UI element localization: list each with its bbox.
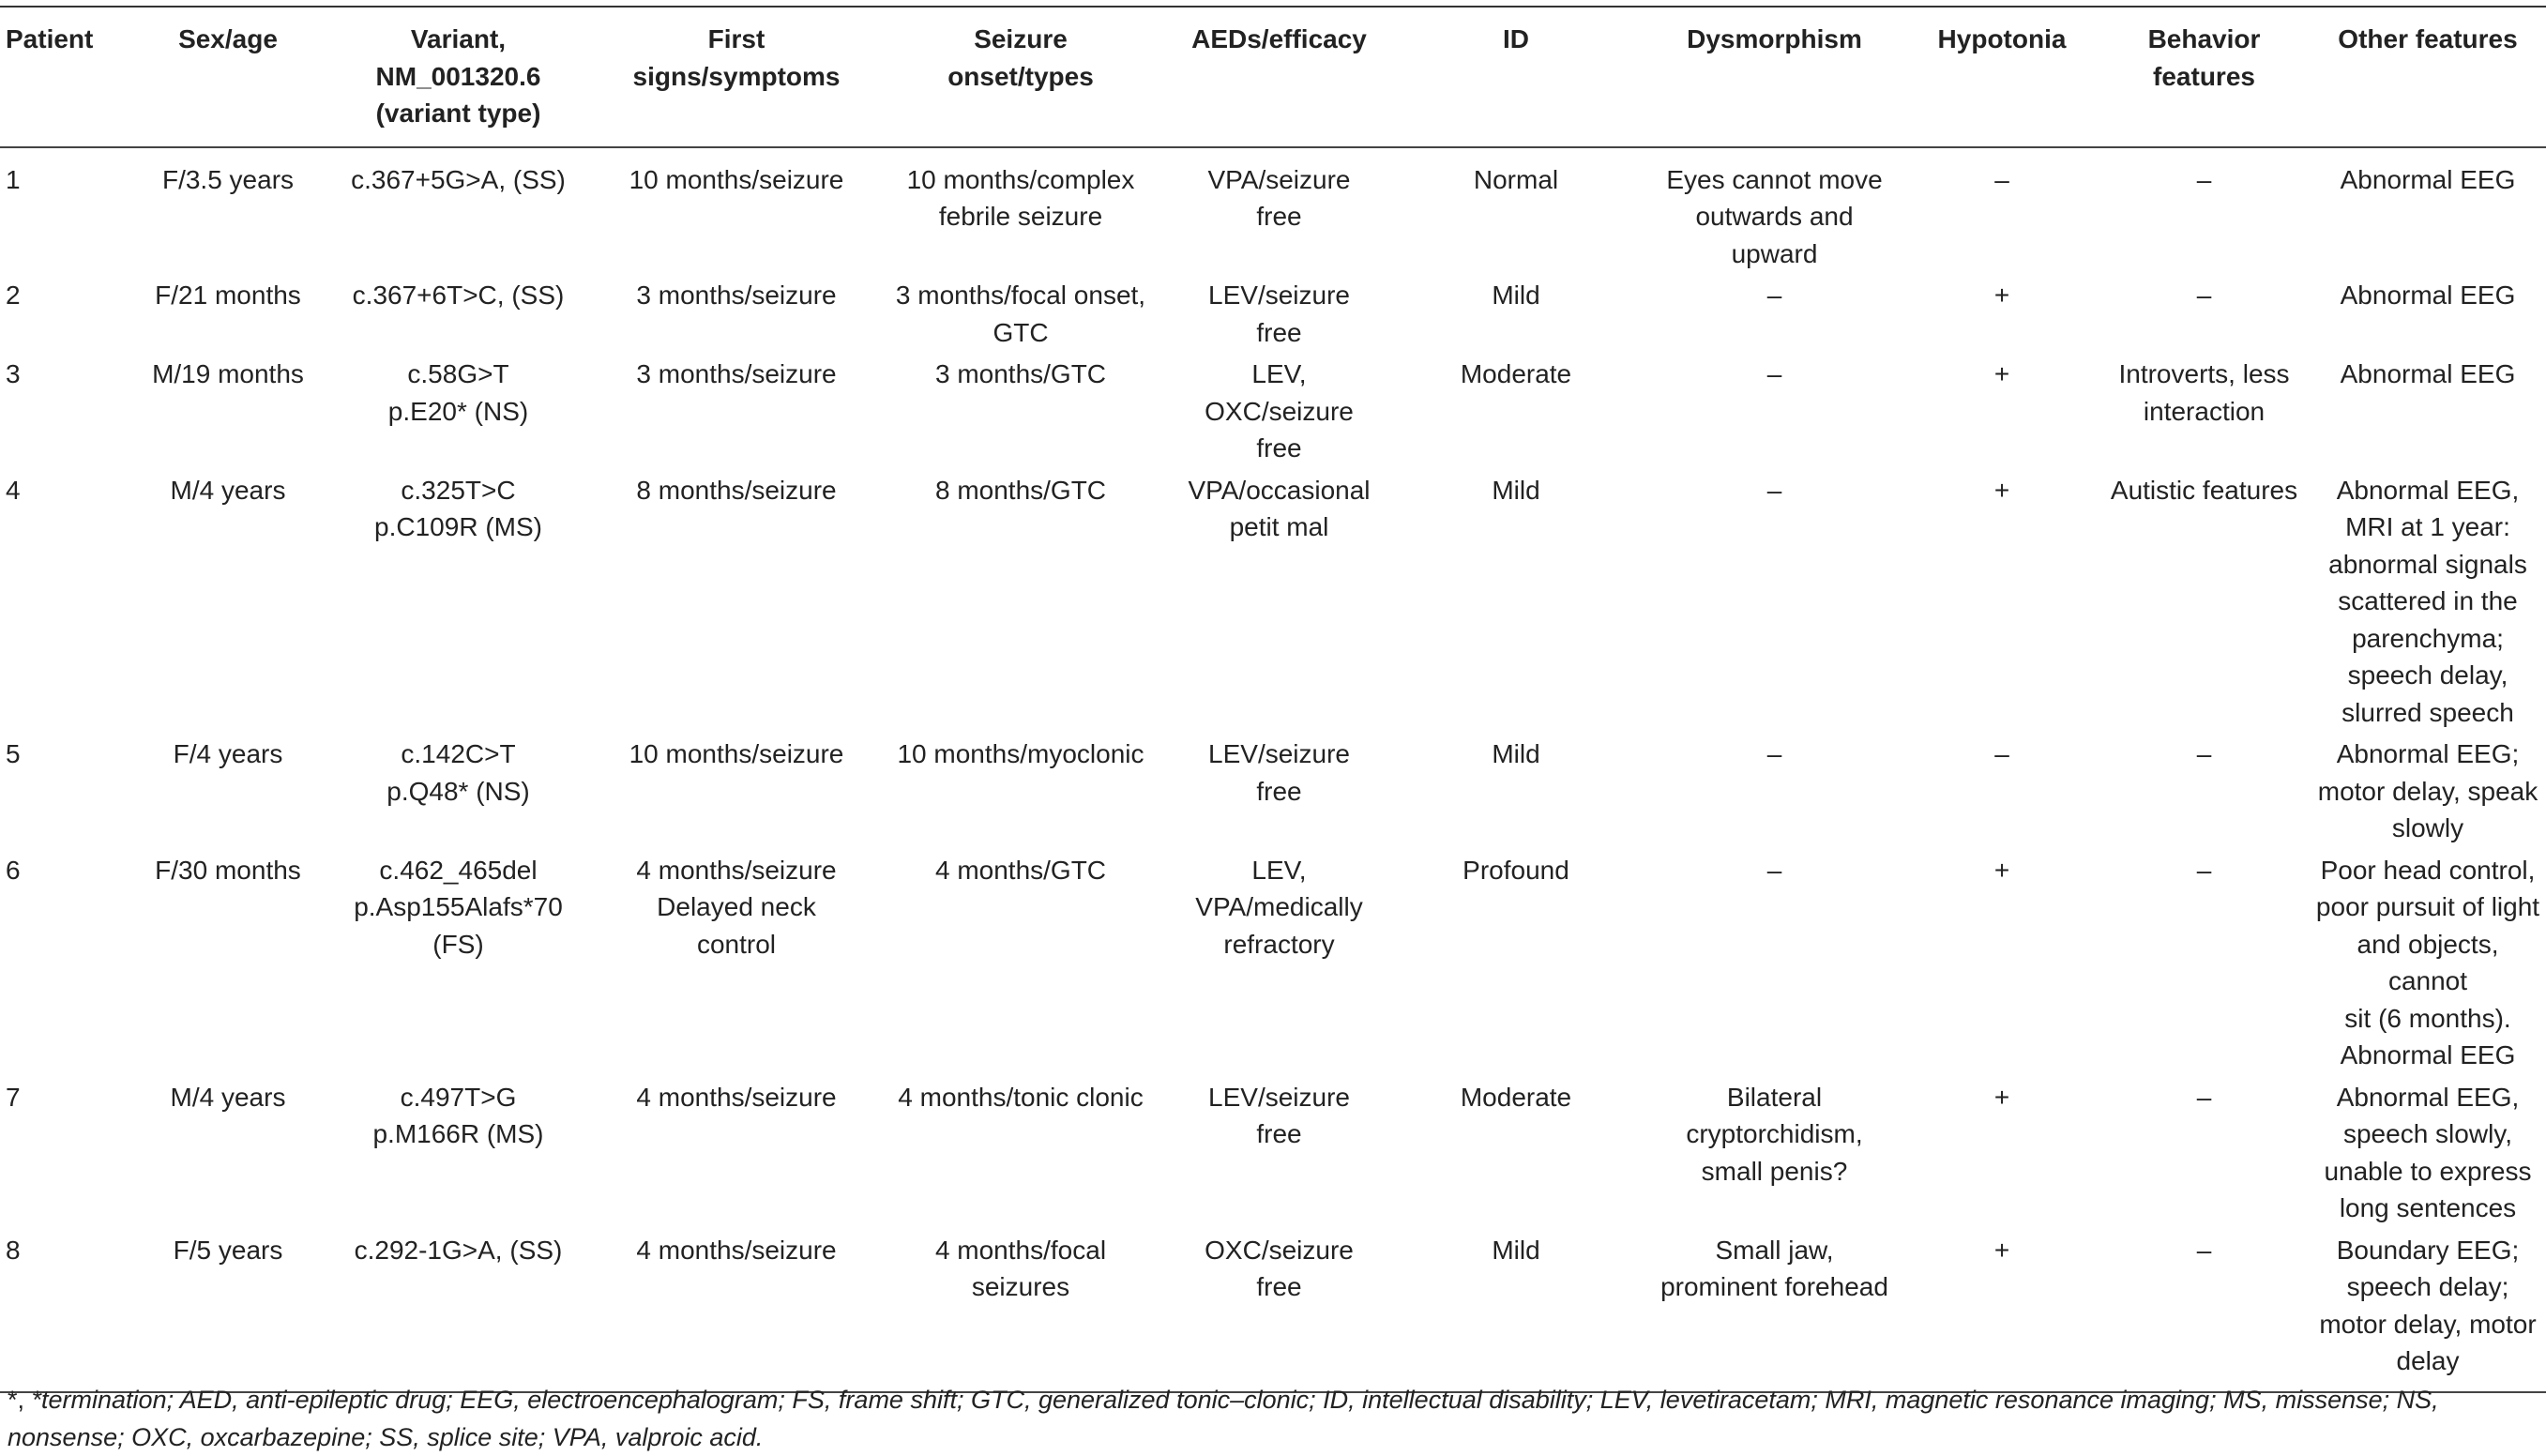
cell-behavior-features: Autistic features (2110, 475, 2298, 505)
cell-other-features: Poor head control, poor pursuit of light and objects, cannot sit (6 months). Abnormal EEG (2315, 855, 2540, 1069)
cell-sex-age: F/30 months (155, 855, 301, 885)
cell-sex-age: F/4 years (173, 739, 283, 768)
cell-seizure-onset: 10 months/myoclonic (897, 739, 1144, 768)
cell-behavior-features: – (2196, 1082, 2212, 1112)
cell-sex-age: F/5 years (141, 1227, 315, 1392)
cell-variant: c.462_465del p.Asp155Alafs*70 (FS) (354, 855, 563, 959)
header-behavior-features: Behavior features (2099, 7, 2310, 147)
cell-id: Mild (1492, 281, 1540, 310)
cell-patient: 8 (0, 1227, 141, 1392)
cell-dysmorphism: – (1766, 855, 1782, 885)
cell-first-signs: 4 months/seizure Delayed neck control (636, 855, 837, 959)
cell-variant: c.292-1G>A, (SS) (315, 1227, 601, 1392)
cell-aeds-efficacy: VPA/occasional petit mal (1188, 475, 1371, 541)
cell-variant: c.58G>T p.E20* (NS) (387, 359, 529, 426)
cell-sex-age: M/19 months (152, 359, 304, 388)
cell-id: Mild (1492, 475, 1540, 505)
cell-seizure-onset: 10 months/complex febrile seizure (906, 164, 1135, 231)
cell-behavior-features: – (2196, 281, 2212, 310)
cell-dysmorphism: – (1766, 281, 1782, 310)
cell-hypotonia: + (1905, 1227, 2099, 1392)
cell-patient: 4 (6, 475, 21, 505)
cell-other-features: Abnormal EEG; motor delay, speak slowly (2317, 739, 2538, 842)
header-variant: Variant, NM_001320.6 (variant type) (315, 7, 601, 147)
cell-id: Moderate (1460, 1082, 1572, 1112)
cell-variant: c.367+6T>C, (SS) (352, 281, 565, 310)
cell-aeds-efficacy: OXC/seizure free (1170, 1227, 1388, 1392)
cell-dysmorphism: Bilateral cryptorchidism, small penis? (1686, 1082, 1863, 1186)
table-footnote (8, 1381, 2531, 1456)
cell-dysmorphism: Small jaw, prominent forehead (1644, 1227, 1905, 1392)
cell-id: Profound (1462, 855, 1569, 885)
cell-seizure-onset: 4 months/focal seizures (871, 1227, 1170, 1392)
cell-behavior-features: Introverts, less interaction (2118, 359, 2290, 426)
cell-patient: 2 (6, 281, 21, 310)
cell-behavior-features: – (2196, 739, 2212, 768)
cell-other-features: Abnormal EEG, MRI at 1 year: abnormal signals scattered in the parenchyma; speech delay, slurred speech (2328, 475, 2527, 727)
cell-sex-age: M/4 years (170, 1082, 286, 1112)
cell-patient: 3 (6, 359, 21, 388)
header-other-features: Other features (2310, 7, 2546, 147)
cell-dysmorphism: – (1766, 739, 1782, 768)
cell-aeds-efficacy: VPA/seizure free (1207, 164, 1351, 231)
header-id: ID (1388, 7, 1644, 147)
header-sex-age: Sex/age (141, 7, 315, 147)
cell-first-signs: 10 months/seizure (629, 739, 844, 768)
header-aeds-efficacy: AEDs/efficacy (1170, 7, 1388, 147)
cell-other-features: Abnormal EEG (2340, 359, 2516, 388)
header-seizure-onset: Seizure onset/types (871, 7, 1170, 147)
cell-dysmorphism: Eyes cannot move outwards and upward (1666, 164, 1883, 268)
header-hypotonia: Hypotonia (1905, 7, 2099, 147)
cell-first-signs: 4 months/seizure (636, 1082, 837, 1112)
cell-behavior-features: – (2099, 1227, 2310, 1392)
cell-patient: 5 (6, 739, 21, 768)
cell-aeds-efficacy: LEV, VPA/medically refractory (1195, 855, 1363, 959)
cell-dysmorphism: – (1766, 475, 1782, 505)
cell-first-signs: 3 months/seizure (636, 359, 837, 388)
cell-variant: c.497T>G p.M166R (MS) (372, 1082, 544, 1148)
cell-seizure-onset: 4 months/tonic clonic (898, 1082, 1144, 1112)
cell-seizure-onset: 3 months/GTC (934, 359, 1107, 388)
header-patient: Patient (0, 7, 141, 147)
cell-behavior-features: – (2196, 164, 2212, 194)
cell-behavior-features: – (2196, 855, 2212, 885)
cell-other-features: Abnormal EEG (2340, 164, 2516, 194)
table-row (0, 731, 2546, 847)
cell-dysmorphism: – (1766, 359, 1782, 388)
cell-variant: c.367+5G>A, (SS) (351, 164, 566, 194)
cell-patient: 7 (6, 1082, 21, 1112)
header-dysmorphism: Dysmorphism (1644, 7, 1905, 147)
table-row (0, 847, 2546, 1074)
cell-aeds-efficacy: LEV, OXC/seizure free (1205, 359, 1354, 463)
cell-id: Normal (1473, 164, 1559, 194)
cell-other-features: Boundary EEG; speech delay; motor delay, motor delay (2310, 1227, 2546, 1392)
table-row (0, 467, 2546, 732)
patient-table (0, 6, 2546, 1393)
cell-first-signs: 3 months/seizure (636, 281, 837, 310)
cell-other-features: Abnormal EEG, speech slowly, unable to express long sentences (2324, 1082, 2532, 1222)
cell-id: Mild (1492, 739, 1540, 768)
cell-hypotonia: + (1993, 359, 2010, 388)
footnote-text: *termination; AED, anti-epileptic drug; EEG, electroencephalogram; FS, frame shift; GTC, generalized tonic–clonic; ID, intellectual disability; LEV, levetiracetam; MRI, magnetic resonance imaging; MS, missense; NS, nonsense; OXC, oxcarbazepine; SS, splice site; VPA, valproic acid. (8, 1386, 2439, 1451)
cell-variant: c.142C>T p.Q48* (NS) (386, 739, 530, 806)
cell-id: Moderate (1460, 359, 1572, 388)
cell-first-signs: 10 months/seizure (629, 164, 844, 194)
cell-hypotonia: – (1994, 164, 2009, 194)
header-first-signs: First signs/symptoms (601, 7, 871, 147)
cell-seizure-onset: 4 months/GTC (934, 855, 1107, 885)
cell-variant: c.325T>C p.C109R (MS) (374, 475, 542, 541)
cell-sex-age: M/4 years (170, 475, 286, 505)
table-row (0, 1074, 2546, 1227)
cell-hypotonia: + (1993, 281, 2010, 310)
table-row (0, 272, 2546, 351)
cell-hypotonia: + (1993, 1082, 2010, 1112)
cell-hypotonia: + (1993, 855, 2010, 885)
cell-hypotonia: + (1993, 475, 2010, 505)
cell-first-signs: 8 months/seizure (636, 475, 837, 505)
cell-id: Mild (1388, 1227, 1644, 1392)
table-body (0, 147, 2546, 1392)
cell-patient: 1 (6, 164, 21, 194)
table-row (0, 1227, 2546, 1392)
cell-first-signs: 4 months/seizure (601, 1227, 871, 1392)
header-row (0, 7, 2546, 147)
cell-patient: 6 (6, 855, 21, 885)
cell-aeds-efficacy: LEV/seizure free (1208, 739, 1350, 806)
cell-aeds-efficacy: LEV/seizure free (1208, 1082, 1350, 1148)
cell-sex-age: F/21 months (155, 281, 301, 310)
cell-aeds-efficacy: LEV/seizure free (1208, 281, 1350, 347)
footnote-lead: *, (8, 1386, 32, 1414)
cell-seizure-onset: 3 months/focal onset, GTC (895, 281, 1146, 347)
cell-other-features: Abnormal EEG (2340, 281, 2516, 310)
cell-seizure-onset: 8 months/GTC (934, 475, 1107, 505)
cell-hypotonia: – (1994, 739, 2009, 768)
table-row (0, 351, 2546, 467)
cell-sex-age: F/3.5 years (161, 164, 295, 194)
table-row (0, 147, 2546, 273)
